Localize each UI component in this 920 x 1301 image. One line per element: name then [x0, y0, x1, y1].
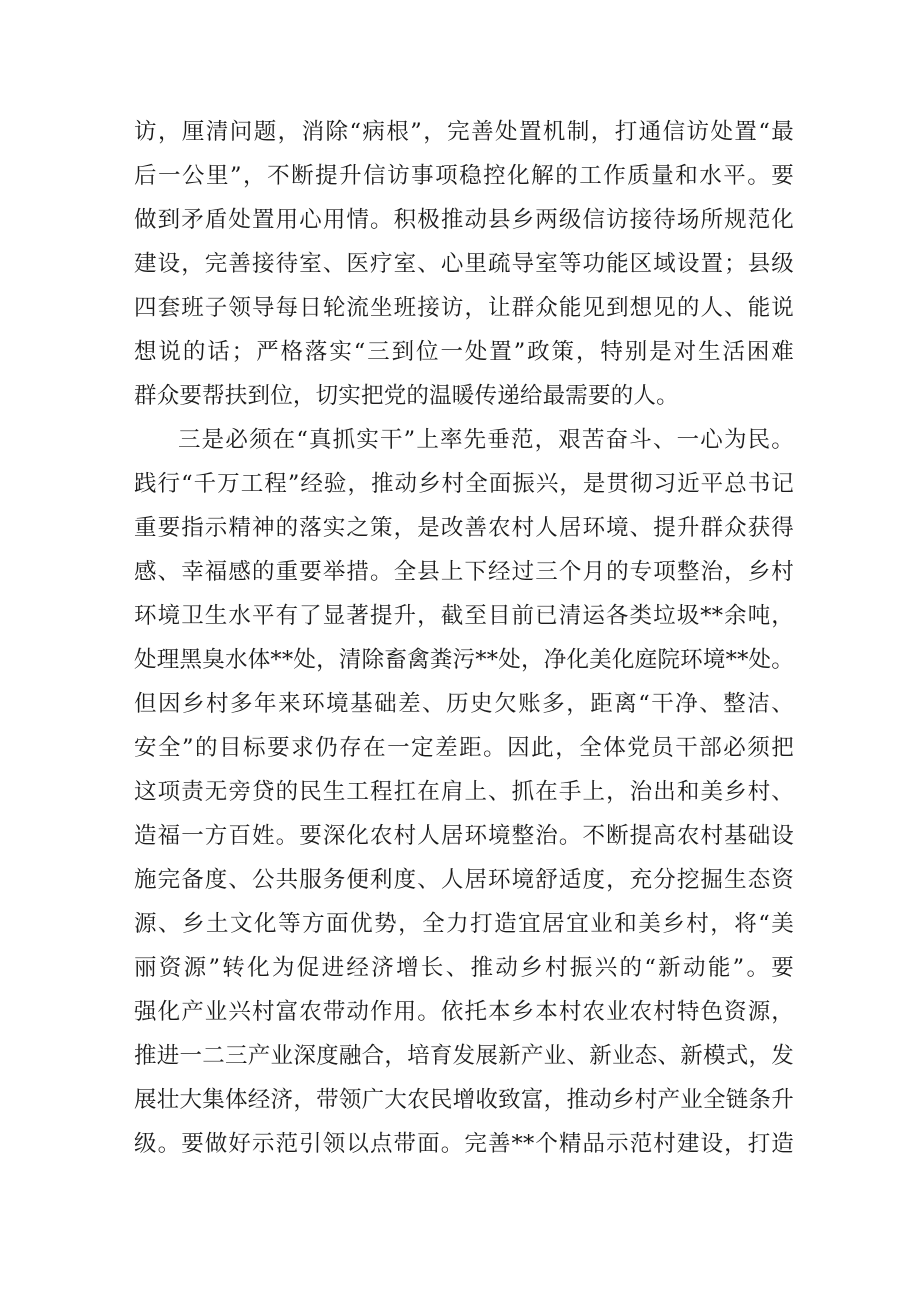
- text-line-17: 造福一方百姓。要深化农村人居环境整治。不断提高农村基础设: [134, 823, 794, 849]
- text-line-6: 想说的话；严格落实“三到位一处置”政策，特别是对生活困难: [134, 339, 794, 365]
- text-line-18: 施完备度、公共服务便利度、人居环境舒适度，充分挖掘生态资: [134, 867, 794, 893]
- text-line-4: 建设，完善接待室、医疗室、心里疏导室等功能区域设置；县级: [134, 251, 794, 277]
- text-line-5: 四套班子领导每日轮流坐班接访，让群众能见到想见的人、能说: [134, 295, 794, 321]
- text-line-12: 环境卫生水平有了显著提升，截至目前已清运各类垃圾**余吨，: [134, 603, 794, 629]
- text-line-14: 但因乡村多年来环境基础差、历史欠账多，距离“干净、整洁、: [134, 691, 794, 717]
- text-line-19: 源、乡土文化等方面优势，全力打造宜居宜业和美乡村，将“美: [134, 911, 794, 937]
- text-line-21: 强化产业兴村富农带动作用。依托本乡本村农业农村特色资源，: [134, 999, 794, 1025]
- text-line-22: 推进一二三产业深度融合，培育发展新产业、新业态、新模式，发: [134, 1043, 794, 1069]
- text-line-3: 做到矛盾处置用心用情。积极推动县乡两级信访接待场所规范化: [134, 207, 794, 233]
- text-line-15: 安全”的目标要求仍存在一定差距。因此，全体党员干部必须把: [134, 735, 794, 761]
- text-line-8: 三是必须在“真抓实干”上率先垂范，艰苦奋斗、一心为民。: [178, 427, 794, 453]
- text-line-11: 感、幸福感的重要举措。全县上下经过三个月的专项整治，乡村: [134, 559, 794, 585]
- text-line-20: 丽资源”转化为促进经济增长、推动乡村振兴的“新动能”。要: [134, 955, 794, 981]
- text-line-2: 后一公里”，不断提升信访事项稳控化解的工作质量和水平。要: [134, 163, 794, 189]
- text-line-10: 重要指示精神的落实之策，是改善农村人居环境、提升群众获得: [134, 515, 794, 541]
- text-line-13: 处理黑臭水体**处，清除畜禽粪污**处，净化美化庭院环境**处。: [134, 647, 794, 673]
- text-line-24: 级。要做好示范引领以点带面。完善**个精品示范村建设，打造: [134, 1131, 794, 1157]
- text-line-1: 访，厘清问题，消除“病根”，完善处置机制，打通信访处置“最: [134, 119, 794, 145]
- text-line-16: 这项责无旁贷的民生工程扛在肩上、抓在手上，治出和美乡村、: [134, 779, 794, 805]
- text-line-7: 群众要帮扶到位，切实把党的温暖传递给最需要的人。: [134, 383, 679, 409]
- text-line-23: 展壮大集体经济，带领广大农民增收致富，推动乡村产业全链条升: [134, 1087, 794, 1113]
- text-line-9: 践行“千万工程”经验，推动乡村全面振兴，是贯彻习近平总书记: [134, 471, 794, 497]
